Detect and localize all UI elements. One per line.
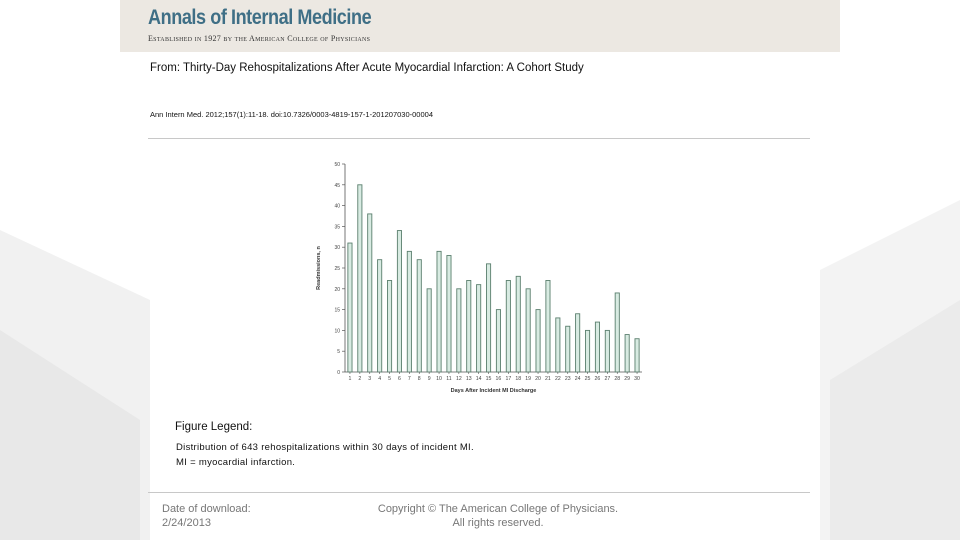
bar [625,335,629,372]
legend-line-2: MI = myocardial infarction. [176,457,296,468]
top-divider [148,138,810,139]
bar-chart [300,150,660,400]
y-tick-label: 0 [337,370,340,376]
x-tick-label: 28 [614,376,621,382]
bar [417,260,421,372]
journal-title: Annals of Internal Medicine [148,6,372,29]
article-title: From: Thirty-Day Rehospitalizations After Acute Myocardial Infarction: A Cohort Study [150,62,584,74]
bar [615,293,619,372]
x-tick-label: 6 [398,376,401,382]
x-tick-label: 17 [505,376,512,382]
bar [556,318,560,372]
bar [457,289,461,372]
article-citation: Ann Intern Med. 2012;157(1):11-18. doi:10.7326/0003-4819-157-1-201207030-00004 [150,110,433,119]
bar [368,214,372,372]
x-tick-label: 11 [446,376,452,382]
x-tick-label: 23 [564,376,571,382]
x-tick-label: 16 [495,376,502,382]
legend-title: Figure Legend: [175,421,253,433]
download-date-label: Date of download: [162,503,251,515]
y-tick-label: 15 [334,307,340,314]
x-tick-label: 3 [368,376,372,382]
x-axis-label: Days After Incident MI Discharge [450,388,537,394]
y-tick-label: 50 [334,162,340,168]
bar [358,185,362,372]
x-tick-label: 7 [407,376,411,382]
x-tick-label: 15 [485,376,492,382]
x-tick-label: 30 [634,376,640,382]
x-tick-label: 21 [545,376,551,382]
y-tick-label: 25 [334,266,340,272]
bar [635,339,639,372]
bar [516,276,520,372]
x-tick-label: 9 [427,376,431,382]
y-tick-label: 5 [337,349,340,356]
x-tick-label: 20 [535,376,541,382]
x-tick-label: 29 [624,376,631,382]
download-date [162,502,251,530]
bar [427,289,431,372]
y-tick-label: 40 [334,203,340,210]
bar [585,330,589,372]
x-tick-label: 26 [594,376,601,382]
bottom-divider [148,492,810,493]
x-tick-label: 5 [388,376,391,382]
copyright-line-1: Copyright © The American College of Physicians. [377,503,619,515]
x-tick-label: 27 [604,376,611,382]
bar [407,251,411,372]
bar [536,310,540,372]
copyright-line-2: All rights reserved. [452,517,544,529]
copyright-notice [376,502,620,530]
bar [576,314,580,372]
x-tick-label: 13 [465,376,472,382]
bar [387,280,391,372]
legend-line-1: Distribution of 643 rehospitalizations within 30 days of incident MI. [176,442,474,453]
bar [546,280,550,372]
bar [605,330,609,372]
bar [566,326,570,372]
y-tick-label: 10 [334,328,340,335]
journal-subtitle: Established in 1927 by the American College of Physicians [148,34,371,43]
x-tick-label: 25 [584,376,591,382]
bar [506,280,510,372]
x-tick-label: 12 [455,376,462,382]
bar [477,285,481,372]
bar [348,243,352,372]
x-tick-label: 18 [515,376,522,382]
bar [467,280,471,372]
x-tick-label: 22 [554,376,561,382]
download-date-value: 2/24/2013 [162,517,211,529]
y-axis-label: Readmissions, n [316,246,322,290]
bar [397,231,401,372]
x-tick-label: 2 [358,376,362,382]
bar [437,251,441,372]
y-tick-label: 35 [334,224,340,231]
x-tick-label: 8 [417,376,421,382]
x-tick-label: 10 [436,376,442,382]
bar [486,264,490,372]
bar [496,310,500,372]
x-tick-label: 14 [475,376,482,382]
y-tick-label: 45 [334,182,340,189]
y-tick-label: 30 [334,245,340,252]
bar [595,322,599,372]
y-tick-label: 20 [334,286,340,293]
x-tick-label: 1 [348,376,352,382]
bar [378,260,382,372]
x-tick-label: 19 [525,376,532,382]
bar [447,256,451,372]
x-tick-label: 24 [574,376,581,382]
x-tick-label: 4 [378,376,382,382]
bar [526,289,530,372]
